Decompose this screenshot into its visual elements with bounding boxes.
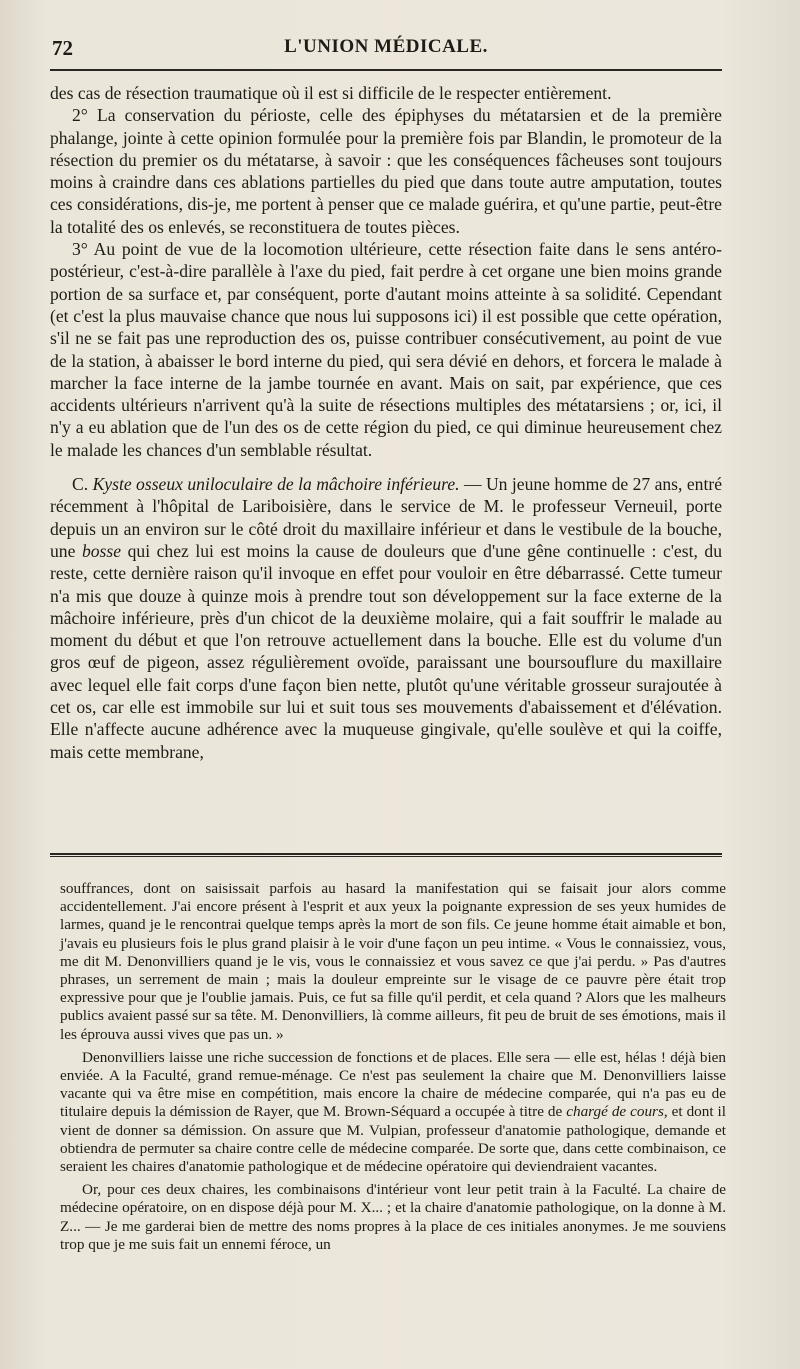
charge-de-cours: chargé de cours (566, 1103, 664, 1121)
feuilleton-text (60, 880, 726, 1254)
paragraph-case-c: C. Kyste osseux uniloculaire de la mâchoire inférieure. — Un jeune homme de 27 ans, entré récemment à l'hôpital de Lariboisière, dans le service de M. le professeur Verneuil, porte depuis un an environ sur le côté droit du maxillaire inférieur et dans le vestibule de la bouche, une bosse qui chez lui est moins la cause de douleurs que d'une gêne continuelle : c'est, du reste, cette dernière raison qu'il invoque en effet pour vouloir en être débarrassé. Cette tumeur n'a mis que douze à quinze mois à prendre tout son développement sur la face externe de la mâchoire inférieure, près d'un chicot de la deuxième molaire, qui a fait souffrir le malade au moment du début et que l'on retrouve actuellement dans la bouche. Elle est du volume d'un gros œuf de pigeon, assez régulièrement ovoïde, paraissant une boursouflure du maxillaire avec lequel elle fait corps d'une façon bien nette, plutôt qu'une véritable grosseur surajoutée à cet os, car elle est immobile sur lui et suit tous ses mouvements d'abaissement et d'élévation. Elle n'affecte aucune adhérence avec la muqueuse gingivale, qu'elle soulève et qui la coiffe, mais cette membrane, (50, 474, 722, 762)
paragraph-2: 2° La conservation du périoste, celle des épiphyses du métatarsien et de la première phalange, jointe à cette opinion formulée pour la première fois par Blandin, le promoteur de la résection du premier os du métatarse, à savoir : que les conséquences fâcheuses sont toujours moins à craindre dans ces ablations partielles du pied que dans toute autre amputation, toutes ces considérations, dis-je, me portent à penser que ce malade guérira, et qu'une partie, peut-être la totalité des os enlevés, se reconstituera de toutes pièces. (50, 105, 722, 237)
main-text (50, 82, 722, 763)
paragraph-3: 3° Au point de vue de la locomotion ultérieure, cette résection faite dans le sens antéro-postérieur, c'est-à-dire parallèle à l'axe du pied, fait perdre à cet organe une bien moins grande portion de sa surface et, par conséquent, porte d'autant moins atteinte à sa solidité. Cependant (et c'est la plus mauvaise chance que nous lui supposons ici) il est possible que cette opération, s'il ne se fait pas une reproduction des os, puisse contribuer consécutivement, au point de vue de la station, à abaisser le bord interne du pied, qui sera dévié en dehors, et forcera le malade à marcher la face interne de la jambe tournée en avant. Mais on sait, par expérience, que ces accidents ultérieurs n'arrivent qu'à la suite de résections multiples des métatarsiens ; or, ici, il n'y a eu ablation que de l'un des os de cette région du pied, ce qui diminue heureusement chez le malade les chances d'un semblable résultat. (50, 239, 722, 460)
bosse-term: bosse (81, 540, 122, 561)
note-paragraph-2: Denonvilliers laisse une riche succession de fonctions et de places. Elle sera — elle est, hélas ! déjà bien enviée. A la Faculté, grand remue-ménage. Ce n'est pas seulement la chaire que M. Denonvilliers laisse vacante qui va être mise en compétition, mais encore la chaire de médecine comparée, qui n'a pas eu de titulaire depuis la démission de Rayer, que M. Brown-Séquard a occupée à titre de chargé de cours, et dont il vient de donner sa démission. On assure que M. Vulpian, professeur d'anatomie pathologique, demande et obtiendra de permuter sa chaire contre celle de médecine comparée. De sorte que, dans cette combinaison, ce seraient les chaires d'anatomie pathologique et de médecine opératoire qui deviendraient vacantes. (60, 1048, 726, 1176)
running-head: L'UNION MÉDICALE. (284, 36, 488, 57)
case-label: C. (72, 474, 89, 495)
page-header (50, 36, 722, 66)
case-title: Kyste osseux uniloculaire de la mâchoire inférieure. (92, 474, 460, 495)
page-number: 72 (52, 36, 73, 60)
footnote-rule (50, 853, 722, 857)
note-paragraph-3: Or, pour ces deux chaires, les combinaisons d'intérieur vont leur petit train à la Faculté. La chaire de médecine opératoire, on en dispose déjà pour M. X... ; et la chaire d'anatomie pathologique, on la donne à M. Z... — Je me garderai bien de mettre des noms propres à la place de ces initiales anonymes. Je me souviens trop que je me suis fait un ennemi féroce, un (60, 1181, 726, 1253)
paragraph-1: des cas de résection traumatique où il est si difficile de le respecter entièrement. (50, 83, 612, 103)
note-paragraph-1: souffrances, dont on saisissait parfois au hasard la manifestation qui se faisait jour alors comme accidentellement. J'ai encore présent à l'esprit et aux yeux la poignante expression de ses yeux humides de larmes, quand je le rencontrai quelque temps après la mort de son fils. Ce jeune homme était aimable et bon, j'avais eu plusieurs fois le plus grand plaisir à le voir d'une façon un peu intime. « Vous le connaissiez, vous, me dit M. Denonvilliers quand je le vis, vous le connaissiez et vous savez ce que j'ai perdu. » Pas d'autres phrases, un serrement de main ; mais la douleur empreinte sur le visage de ce pauvre père était trop expressive pour que je l'oublie jamais. Puis, ce fut sa fille qu'il perdit, et cela quand ? Alors que les malheurs publics avaient passé sur sa tête. M. Denonvilliers, là comme ailleurs, fit peu de bruit de ses émotions, mais il les éprouva aussi vives que pas un. » (60, 880, 726, 1043)
header-rule (50, 69, 722, 71)
